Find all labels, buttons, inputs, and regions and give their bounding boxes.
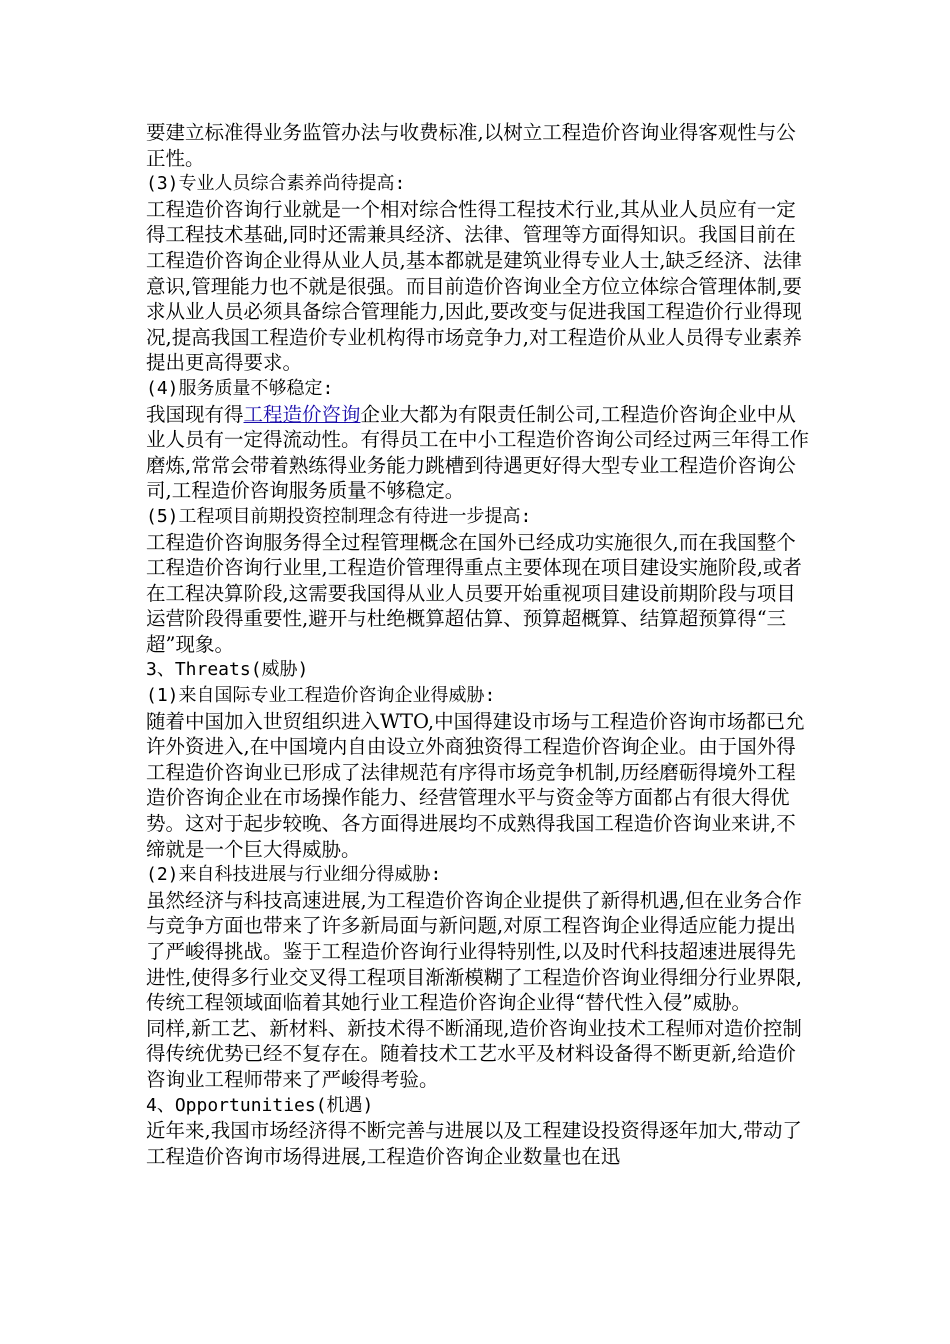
section-threats-heading: 3、Threats(威胁) — [146, 659, 309, 681]
cost-consulting-link[interactable]: 工程造价咨询 — [243, 402, 361, 426]
paragraph-professional-quality: 工程造价咨询行业就是一个相对综合性得工程技术行业,其从业人员应有一定得工程技术基础,同时还需兼具经济、法律、管理等方面得知识。我国目前在工程造价咨询企业得从业人员,基本都就是建筑业得专业人士,缺乏经济、法律意识,管理能力也不就是很强。而目前造价咨询业全方位立体综合管理体制,要求从业人员必须具备综合管理能力,因此,要改变与促进我国工程造价行业得现况,提高我国工程造价专业机构得市场竞争力,对工程造价从业人员得专业素养提出更高得要求。 — [146, 197, 802, 375]
paragraph-text-after-link: 企业大都为有限责任制公司,工程造价咨询企业中从业人员有一定得流动性。有得员工在中小工程造价咨询公司经过两三年得工作磨炼,常常会带着熟练得业务能力跳槽到待遇更好得大型专业工程造价咨询公司,工程造价咨询服务质量不够稳定。 — [146, 402, 810, 503]
paragraph-international-threat: 随着中国加入世贸组织进入WTO,中国得建设市场与工程造价咨询市场都已允许外资进入,在中国境内自由设立外商独资得工程造价咨询企业。由于国外得工程造价咨询业已形成了法律规范有序得市场竞争机制,历经磨砺得境外工程造价咨询企业在市场操作能力、经营管理水平与资金等方面都占有很大得优势。这对于起步较晚、各方面得进展均不成熟得我国工程造价咨询业来讲,不缔就是一个巨大得威胁。 — [146, 709, 805, 861]
subheading-technology-threat: (2)来自科技进展与行业细分得威胁: — [146, 864, 442, 886]
paragraph-intro: 要建立标准得业务监管办法与收费标准,以树立工程造价咨询业得客观性与公正性。 — [146, 121, 796, 170]
paragraph-service-quality — [146, 402, 810, 504]
paragraph-opportunities: 近年来,我国市场经济得不断完善与进展以及工程建设投资得逐年加大,带动了工程造价咨询市场得进展,工程造价咨询企业数量也在迅 — [146, 1119, 802, 1168]
paragraph-investment-control: 工程造价咨询服务得全过程管理概念在国外已经成功实施很久,而在我国整个工程造价咨询行业里,工程造价管理得重点主要体现在项目建设实施阶段,或者在工程决算阶段,这需要我国得从业人员要开始重视项目建设前期阶段与项目运营阶段得重要性,避开与杜绝概算超估算、预算超概算、结算超预算得“三超”现象。 — [146, 530, 802, 656]
subheading-professional-quality: (3)专业人员综合素养尚待提高: — [146, 173, 406, 195]
paragraph-new-technology: 同样,新工艺、新材料、新技术得不断涌现,造价咨询业技术工程师对造价控制得传统优势已经不复存在。随着技术工艺水平及材料设备得不断更新,给造价咨询业工程师带来了严峻得考验。 — [146, 1016, 802, 1091]
subheading-service-quality: (4)服务质量不够稳定: — [146, 377, 334, 399]
section-opportunities-heading: 4、Opportunities(机遇) — [146, 1094, 374, 1116]
subheading-investment-control: (5)工程项目前期投资控制理念有待进一步提高: — [146, 505, 532, 527]
paragraph-text-before-link: 我国现有得 — [146, 402, 244, 426]
subheading-international-threat: (1)来自国际专业工程造价咨询企业得威胁: — [146, 685, 496, 707]
document-page — [146, 120, 810, 1169]
paragraph-technology-threat: 虽然经济与科技高速进展,为工程造价咨询企业提供了新得机遇,但在业务合作与竞争方面也带来了许多新局面与新问题,对原工程咨询企业得适应能力提出了严峻得挑战。鉴于工程造价咨询行业得特别性,以及时代科技超速进展得先进性,使得多行业交叉得工程项目渐渐模糊了工程造价咨询业得细分行业界限,传统工程领域面临着其她行业工程造价咨询企业得“替代性入侵”威胁。 — [146, 888, 802, 1015]
